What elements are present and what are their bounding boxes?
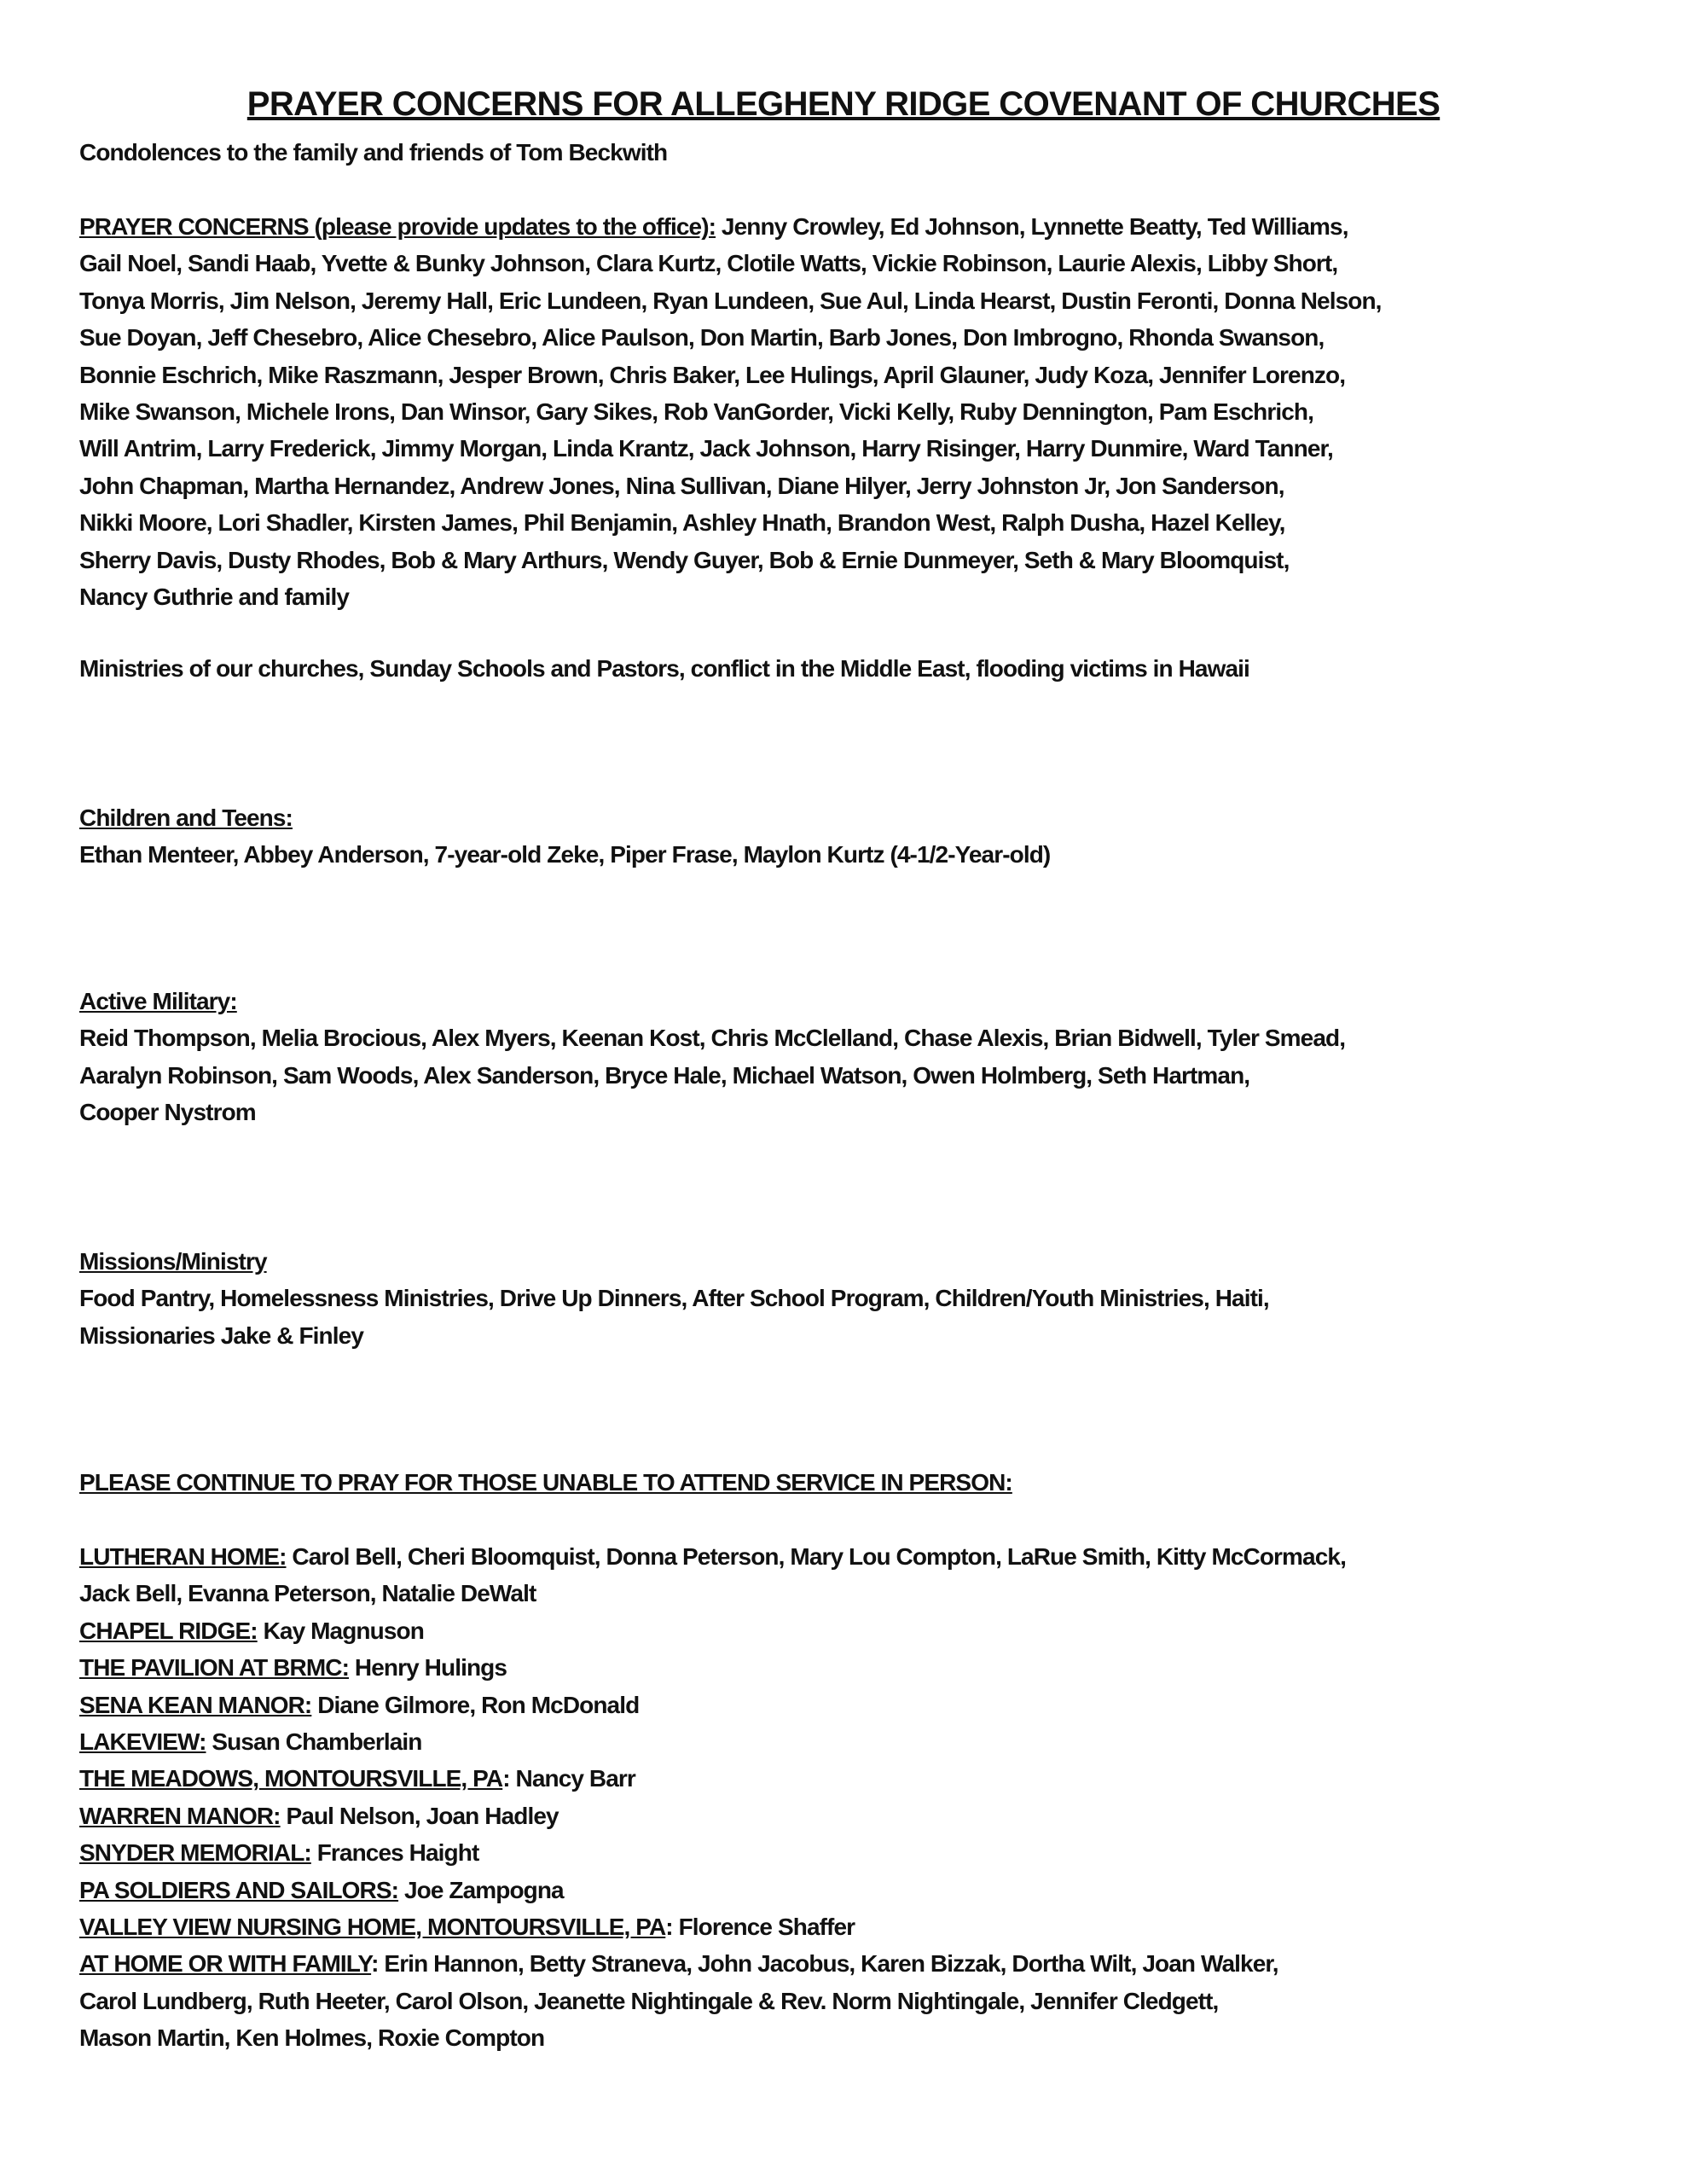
prayer-concerns-line: Bonnie Eschrich, Mike Raszmann, Jesper Brown, Chris Baker, Lee Hulings, April Glauner, Judy Koza, Jennifer Lorenzo, bbox=[79, 361, 1346, 388]
prayer-concerns-line: Tonya Morris, Jim Nelson, Jeremy Hall, Eric Lundeen, Ryan Lundeen, Sue Aul, Linda Hearst, Dustin Feronti, Donna Nelson, bbox=[79, 287, 1382, 314]
facility-label: PA SOLDIERS AND SAILORS: bbox=[79, 1876, 399, 1903]
prayer-concerns-line: Nancy Guthrie and family bbox=[79, 584, 350, 611]
facility-line bbox=[79, 1649, 1346, 1686]
facility-line bbox=[79, 1908, 1346, 1945]
condolences-text: Condolences to the family and friends of Tom Beckwith bbox=[79, 139, 668, 166]
facility-names: Carol Lundberg, Ruth Heeter, Carol Olson, Jeanette Nightingale & Rev. Norm Nightingale, Jennifer Cledgett, bbox=[79, 1987, 1219, 2014]
page-title: PRAYER CONCERNS FOR ALLEGHENY RIDGE COVENANT OF CHURCHES bbox=[246, 85, 1441, 123]
facilities-list bbox=[79, 1538, 1346, 2057]
prayer-concerns-line: Mike Swanson, Michele Irons, Dan Winsor, Gary Sikes, Rob VanGorder, Vicki Kelly, Ruby Dennington, Pam Eschrich, bbox=[79, 398, 1314, 426]
facility-line bbox=[79, 1872, 1346, 1908]
missions-line: Missionaries Jake & Finley bbox=[79, 1321, 363, 1349]
facility-label: LUTHERAN HOME: bbox=[79, 1543, 287, 1570]
facility-names: Frances Haight bbox=[310, 1839, 479, 1867]
military-section bbox=[79, 983, 1345, 1131]
prayer-concerns-line: Sherry Davis, Dusty Rhodes, Bob & Mary Arthurs, Wendy Guyer, Bob & Ernie Dunmeyer, Seth & Mary Bloomquist, bbox=[79, 546, 1290, 573]
prayer-concerns-line: Sue Doyan, Jeff Chesebro, Alice Chesebro, Alice Paulson, Don Martin, Barb Jones, Don Imbrogno, Rhonda Swanson, bbox=[79, 324, 1325, 351]
facility-label: SENA KEAN MANOR: bbox=[79, 1691, 312, 1718]
facility-names: : Nancy Barr bbox=[502, 1765, 635, 1792]
military-heading: Active Military: bbox=[79, 988, 237, 1014]
facility-label: LAKEVIEW: bbox=[79, 1728, 206, 1756]
facility-line bbox=[79, 1575, 1346, 1612]
children-line: Ethan Menteer, Abbey Anderson, 7-year-old Zeke, Piper Frase, Maylon Kurtz (4-1/2-Year-old) bbox=[79, 841, 1051, 868]
facility-line bbox=[79, 1687, 1346, 1723]
continue-heading: PLEASE CONTINUE TO PRAY FOR THOSE UNABLE TO ATTEND SERVICE IN PERSON: bbox=[79, 1469, 1012, 1496]
facility-names: Kay Magnuson bbox=[257, 1617, 424, 1644]
facility-label: VALLEY VIEW NURSING HOME, MONTOURSVILLE, PA bbox=[79, 1914, 666, 1941]
facility-line bbox=[79, 1798, 1346, 1834]
facility-label: SNYDER MEMORIAL: bbox=[79, 1839, 311, 1867]
military-line: Aaralyn Robinson, Sam Woods, Alex Sanderson, Bryce Hale, Michael Watson, Owen Holmberg, Seth Hartman, bbox=[79, 1061, 1250, 1089]
facility-names: Susan Chamberlain bbox=[206, 1728, 422, 1756]
facility-line bbox=[79, 1834, 1346, 1871]
facility-line bbox=[79, 1945, 1346, 1982]
children-section bbox=[79, 799, 1050, 874]
prayer-concerns-label: PRAYER CONCERNS (please provide updates to the office): bbox=[79, 213, 716, 240]
names: Jenny Crowley, Ed Johnson, Lynnette Beatty, Ted Williams, bbox=[716, 213, 1348, 240]
missions-heading: Missions/Ministry bbox=[79, 1248, 267, 1275]
military-line: Cooper Nystrom bbox=[79, 1099, 256, 1126]
prayer-concerns-line: Will Antrim, Larry Frederick, Jimmy Morgan, Linda Krantz, Jack Johnson, Harry Risinger, Harry Dunmire, Ward Tanner, bbox=[79, 435, 1333, 462]
children-heading: Children and Teens: bbox=[79, 804, 293, 831]
prayer-concerns-line bbox=[79, 208, 1382, 245]
prayer-concerns-section bbox=[79, 208, 1382, 615]
facility-names: Carol Bell, Cheri Bloomquist, Donna Peterson, Mary Lou Compton, LaRue Smith, Kitty McCormack, bbox=[286, 1543, 1346, 1570]
prayer-concerns-line: John Chapman, Martha Hernandez, Andrew Jones, Nina Sullivan, Diane Hilyer, Jerry Johnston Jr, Jon Sanderson, bbox=[79, 472, 1284, 499]
facility-names: : Erin Hannon, Betty Straneva, John Jacobus, Karen Bizzak, Dortha Wilt, Joan Walker, bbox=[371, 1950, 1278, 1978]
facility-line bbox=[79, 1538, 1346, 1575]
ministries bbox=[79, 650, 1249, 687]
facility-names: Mason Martin, Ken Holmes, Roxie Compton bbox=[79, 2024, 545, 2052]
facility-label: THE MEADOWS, MONTOURSVILLE, PA bbox=[79, 1765, 503, 1792]
facility-names: Joe Zampogna bbox=[398, 1876, 564, 1903]
facility-line bbox=[79, 1612, 1346, 1649]
prayer-concerns-line: Nikki Moore, Lori Shadler, Kirsten James, Phil Benjamin, Ashley Hnath, Brandon West, Ralph Dusha, Hazel Kelley, bbox=[79, 509, 1285, 537]
facility-names: Jack Bell, Evanna Peterson, Natalie DeWalt bbox=[79, 1580, 536, 1607]
facility-line bbox=[79, 1723, 1346, 1760]
facility-names: : Florence Shaffer bbox=[665, 1914, 855, 1941]
facility-label: THE PAVILION AT BRMC: bbox=[79, 1654, 350, 1682]
facility-names: Henry Hulings bbox=[349, 1654, 507, 1682]
facility-label: CHAPEL RIDGE: bbox=[79, 1617, 258, 1644]
facility-line bbox=[79, 1983, 1346, 2019]
missions-line: Food Pantry, Homelessness Ministries, Drive Up Dinners, After School Program, Children/Youth Ministries, Haiti, bbox=[79, 1285, 1269, 1312]
prayer-concerns-line: Gail Noel, Sandi Haab, Yvette & Bunky Johnson, Clara Kurtz, Clotile Watts, Vickie Robinson, Laurie Alexis, Libby Short, bbox=[79, 250, 1338, 277]
facility-names: Diane Gilmore, Ron McDonald bbox=[311, 1691, 640, 1718]
ministries-text: Ministries of our churches, Sunday Schools and Pastors, conflict in the Middle East, flooding victims in Hawaii bbox=[79, 655, 1249, 682]
facility-names: Paul Nelson, Joan Hadley bbox=[280, 1802, 559, 1829]
condolences bbox=[79, 134, 667, 171]
missions-section bbox=[79, 1243, 1269, 1354]
facility-line bbox=[79, 2019, 1346, 2056]
facility-label: WARREN MANOR: bbox=[79, 1802, 281, 1829]
facility-line bbox=[79, 1760, 1346, 1797]
facility-label: AT HOME OR WITH FAMILY bbox=[79, 1950, 372, 1978]
continue-section bbox=[79, 1464, 1012, 1501]
military-line: Reid Thompson, Melia Brocious, Alex Myers, Keenan Kost, Chris McClelland, Chase Alexis, Brian Bidwell, Tyler Smead, bbox=[79, 1025, 1346, 1052]
